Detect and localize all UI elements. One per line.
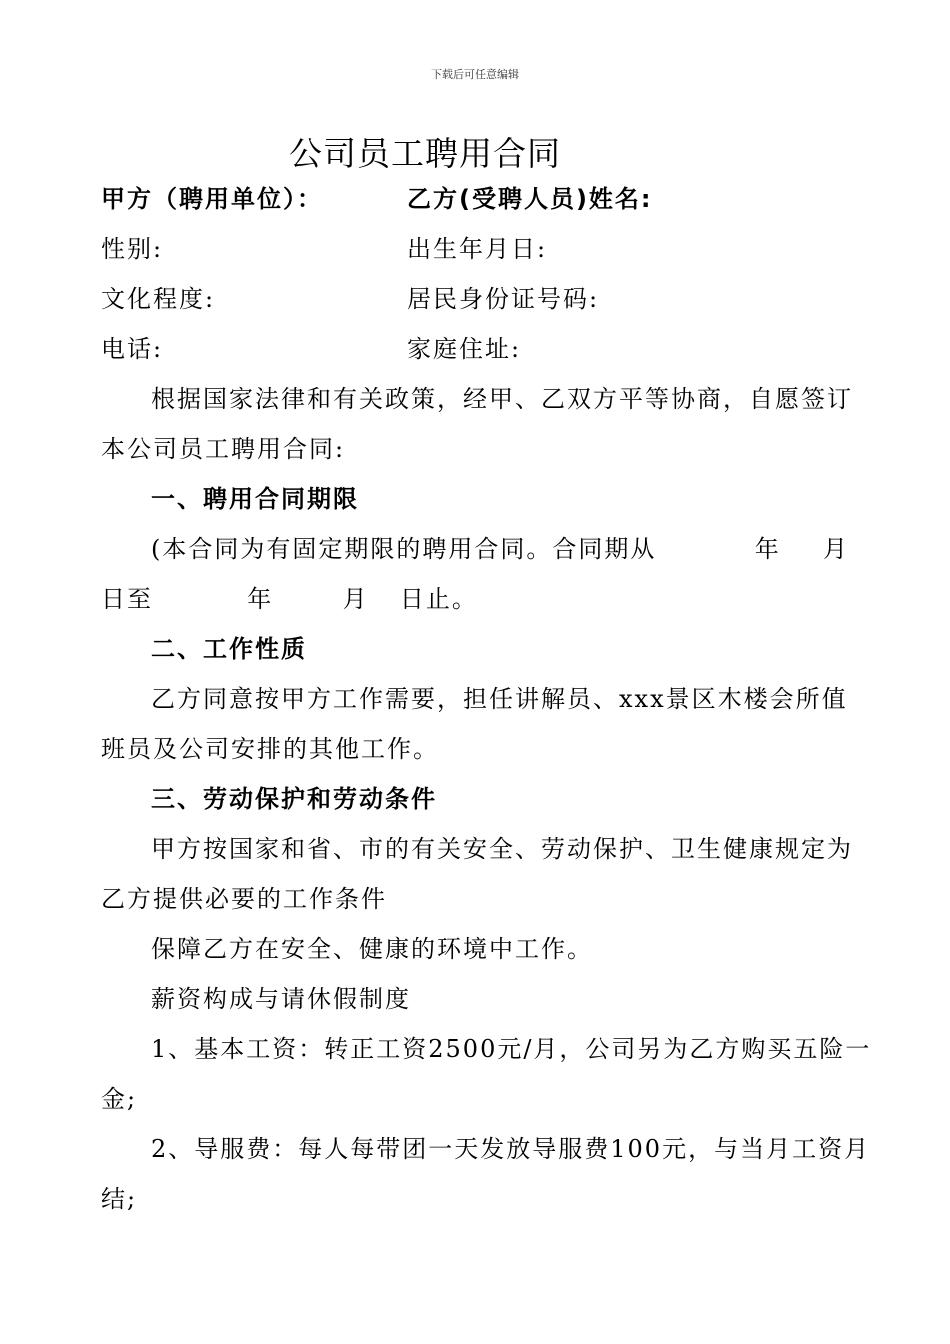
party-a-label: 甲方（聘用单位）： bbox=[101, 185, 323, 213]
term-month-label: 月 bbox=[823, 535, 849, 563]
section-3-line-3: 保障乙方在安全、健康的环境中工作。 bbox=[151, 935, 593, 963]
salary-item-1-line-2: 金; bbox=[101, 1085, 138, 1113]
section-1-line-2 bbox=[101, 583, 478, 615]
section-1-line-1 bbox=[151, 533, 849, 565]
term-end-day-label: 日止。 bbox=[399, 585, 478, 613]
section-2-heading: 二、工作性质 bbox=[151, 635, 307, 663]
header-note: 下载后可任意编辑 bbox=[431, 68, 519, 81]
intro-line-2: 本公司员工聘用合同: bbox=[101, 435, 346, 463]
salary-item-2-line-2: 结; bbox=[101, 1185, 138, 1213]
section-3-line-2: 乙方提供必要的工作条件 bbox=[101, 885, 387, 913]
education-field: 文化程度: bbox=[101, 285, 216, 313]
section-2-line-1: 乙方同意按甲方工作需要，担任讲解员、xxx景区木楼会所值 bbox=[151, 685, 848, 713]
term-end-month-label: 月 bbox=[342, 585, 369, 613]
page-title: 公司员工聘用合同 bbox=[289, 134, 561, 173]
section-1-heading: 一、聘用合同期限 bbox=[151, 485, 359, 513]
term-text: (本合同为有固定期限的聘用合同。合同期从 bbox=[151, 535, 657, 563]
section-3-heading: 三、劳动保护和劳动条件 bbox=[151, 785, 437, 813]
salary-heading: 薪资构成与请休假制度 bbox=[151, 985, 411, 1013]
phone-field: 电话: bbox=[101, 335, 164, 363]
salary-item-1-line-1: 1、基本工资：转正工资2500元/月，公司另为乙方购买五险一 bbox=[151, 1035, 872, 1063]
section-3-line-1: 甲方按国家和省、市的有关安全、劳动保护、卫生健康规定为 bbox=[151, 835, 853, 863]
party-b-label: 乙方(受聘人员)姓名: bbox=[407, 185, 653, 213]
salary-item-2-line-1: 2、导服费：每人每带团一天发放导服费100元，与当月工资月 bbox=[151, 1135, 871, 1163]
term-day-to-label: 日至 bbox=[101, 585, 153, 613]
term-year-label: 年 bbox=[754, 535, 781, 563]
section-2-line-2: 班员及公司安排的其他工作。 bbox=[101, 735, 439, 763]
address-field: 家庭住址: bbox=[407, 335, 522, 363]
id-number-field: 居民身份证号码: bbox=[407, 285, 600, 313]
gender-field: 性别: bbox=[101, 235, 164, 263]
term-end-year-label: 年 bbox=[247, 585, 274, 613]
birth-field: 出生年月日: bbox=[407, 235, 548, 263]
intro-line-1: 根据国家法律和有关政策，经甲、乙双方平等协商，自愿签订 bbox=[151, 385, 853, 413]
